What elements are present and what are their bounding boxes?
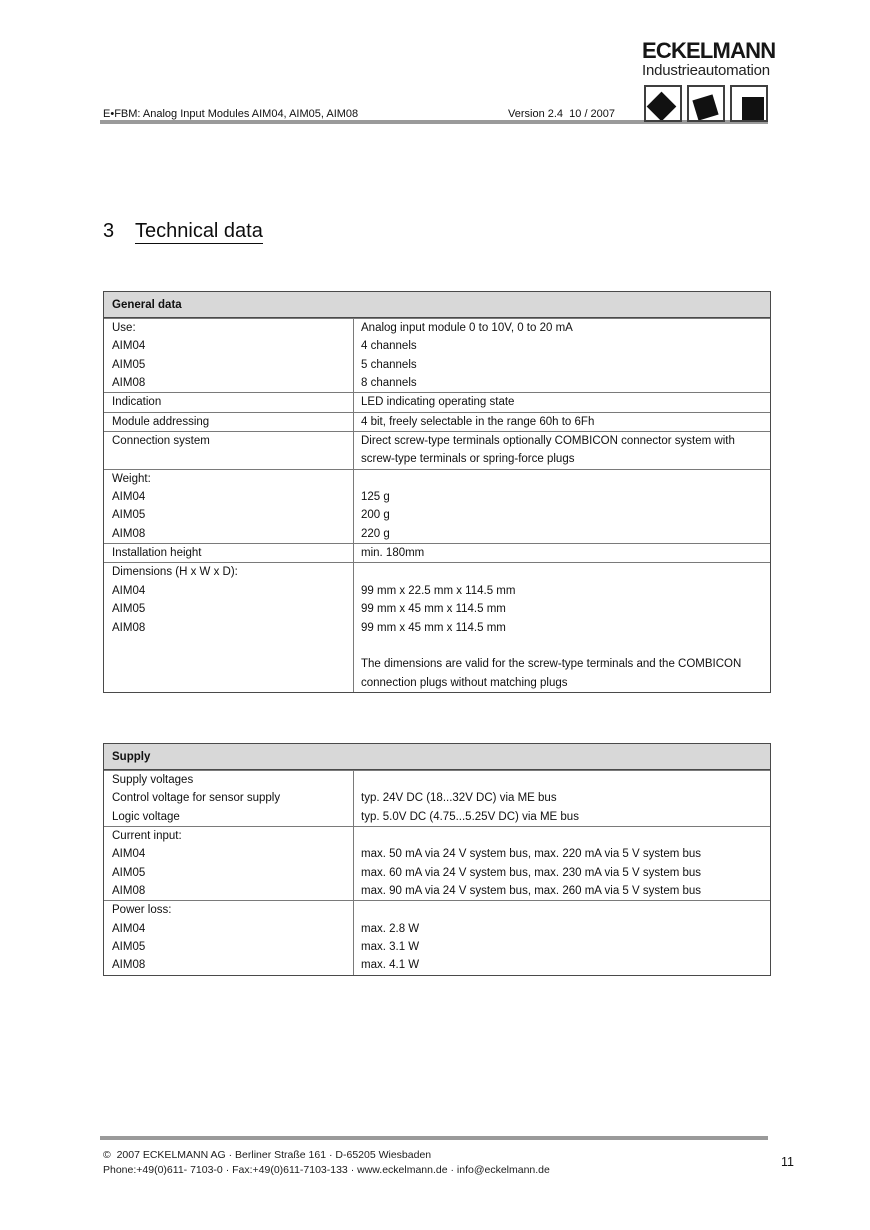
table-row (104, 637, 770, 655)
table-row (104, 432, 770, 450)
row-label: Installation height (112, 547, 202, 560)
row-value: 4 channels (353, 337, 770, 355)
row-value: typ. 5.0V DC (4.75...5.25V DC) via ME bus (353, 808, 770, 826)
row-label: Use: (112, 322, 136, 334)
table-row (104, 901, 770, 919)
table-row-group (104, 318, 770, 392)
table-row (104, 488, 770, 506)
table-row (104, 789, 770, 807)
table-row (104, 450, 770, 468)
footer-contact: Phone:+49(0)611- 7103-0 · Fax:+49(0)611-7103-133 · www.eckelmann.de · info@eckelmann.de (103, 1163, 550, 1176)
row-label: AIM08 (112, 621, 146, 634)
table-row-group (104, 412, 770, 431)
row-label: AIM05 (112, 509, 146, 522)
row-value: 8 channels (353, 374, 770, 392)
row-label: Indication (112, 396, 162, 409)
row-value: max. 4.1 W (353, 956, 770, 974)
logo-square-2-icon (687, 85, 725, 122)
row-value: 4 bit, freely selectable in the range 60h to 6Fh (353, 413, 770, 431)
table-row (104, 827, 770, 845)
table-row (104, 582, 770, 600)
row-value: LED indicating operating state (353, 393, 770, 411)
supply-table (103, 743, 771, 976)
row-label: AIM04 (112, 848, 146, 861)
table-row (104, 506, 770, 524)
table-row (104, 956, 770, 974)
row-label: AIM08 (112, 885, 146, 898)
table-row (104, 600, 770, 618)
row-label: AIM05 (112, 941, 146, 954)
row-value: 200 g (353, 506, 770, 524)
table-row-group (104, 770, 770, 826)
row-label: AIM08 (112, 959, 146, 972)
table-row (104, 619, 770, 637)
row-value: max. 60 mA via 24 V system bus, max. 230 mA via 5 V system bus (353, 864, 770, 882)
row-label: Current input: (112, 830, 182, 843)
table-row-group (104, 900, 770, 974)
row-value: connection plugs without matching plugs (353, 674, 770, 692)
row-value: min. 180mm (353, 544, 770, 562)
table-row (104, 413, 770, 431)
logo-square-1-icon (644, 85, 682, 122)
table-row (104, 356, 770, 374)
table-row (104, 393, 770, 411)
row-label: Power loss: (112, 904, 172, 917)
table-row-group (104, 431, 770, 469)
footer-rule (100, 1136, 768, 1140)
page-number: 11 (781, 1155, 794, 1169)
general-data-table (103, 291, 771, 693)
table-title: Supply (104, 744, 770, 770)
table-row (104, 337, 770, 355)
table-row (104, 808, 770, 826)
row-label: AIM05 (112, 866, 146, 879)
row-value (353, 901, 770, 919)
table-row (104, 771, 770, 789)
table-row-group (104, 826, 770, 900)
table-row (104, 525, 770, 543)
table-row (104, 845, 770, 863)
row-value: 99 mm x 22.5 mm x 114.5 mm (353, 582, 770, 600)
row-label (104, 450, 353, 468)
table-row (104, 374, 770, 392)
row-label: AIM04 (112, 491, 146, 504)
row-label (104, 674, 353, 692)
row-value (353, 827, 770, 845)
row-label: Connection system (112, 435, 210, 448)
row-label: AIM04 (112, 922, 146, 935)
table-row (104, 319, 770, 337)
table-title: General data (104, 292, 770, 318)
row-value: max. 3.1 W (353, 938, 770, 956)
row-value: max. 50 mA via 24 V system bus, max. 220 mA via 5 V system bus (353, 845, 770, 863)
row-label: Module addressing (112, 415, 210, 428)
row-value: 99 mm x 45 mm x 114.5 mm (353, 619, 770, 637)
table-row (104, 470, 770, 488)
row-value: screw-type terminals or spring-force plugs (353, 450, 770, 468)
row-label: Logic voltage (112, 810, 180, 823)
table-row-group (104, 392, 770, 411)
table-row-group (104, 469, 770, 543)
section-heading (103, 220, 263, 243)
logo-subtitle-text: Industrieautomation (642, 62, 770, 79)
logo-square-3-icon (730, 85, 768, 122)
row-value: typ. 24V DC (18...32V DC) via ME bus (353, 789, 770, 807)
row-label: Supply voltages (112, 774, 194, 786)
row-value: max. 2.8 W (353, 920, 770, 938)
section-title-text: Technical data (135, 220, 263, 242)
table-row (104, 544, 770, 562)
row-label: AIM05 (112, 603, 146, 616)
row-value: 220 g (353, 525, 770, 543)
row-label: Control voltage for sensor supply (112, 792, 281, 805)
row-value (353, 637, 770, 655)
company-logo (642, 38, 776, 80)
table-row (104, 882, 770, 900)
table-row (104, 920, 770, 938)
header-version: Version 2.4 10 / 2007 (508, 108, 616, 120)
row-value: Direct screw-type terminals optionally COMBICON connector system with (353, 432, 770, 450)
table-row (104, 938, 770, 956)
table-row-group (104, 562, 770, 691)
logo-brand-text: ECKELMANN (642, 38, 776, 63)
table-row (104, 674, 770, 692)
row-label: AIM05 (112, 358, 146, 371)
row-value: Analog input module 0 to 10V, 0 to 20 mA (353, 319, 770, 337)
row-label: AIM08 (112, 377, 146, 390)
row-value (353, 470, 770, 488)
row-label: AIM04 (112, 340, 146, 353)
table-row (104, 563, 770, 581)
row-label: Weight: (112, 472, 151, 485)
table-row (104, 655, 770, 673)
row-label: Dimensions (H x W x D): (112, 566, 238, 579)
row-value (353, 771, 770, 789)
table-row-group (104, 543, 770, 562)
header-doc-title: E•FBM: Analog Input Modules AIM04, AIM05, AIM08 (103, 108, 359, 120)
row-value: 5 channels (353, 356, 770, 374)
footer-address-block (103, 1148, 550, 1177)
row-label: AIM08 (112, 527, 146, 540)
row-value: The dimensions are valid for the screw-type terminals and the COMBICON (353, 655, 770, 673)
row-value: max. 90 mA via 24 V system bus, max. 260 mA via 5 V system bus (353, 882, 770, 900)
table-row (104, 864, 770, 882)
row-label (104, 637, 353, 655)
logo-squares-icon (644, 85, 768, 122)
row-label: AIM04 (112, 584, 146, 597)
row-label (104, 655, 353, 673)
row-value: 99 mm x 45 mm x 114.5 mm (353, 600, 770, 618)
footer-copyright: © 2007 ECKELMANN AG · Berliner Straße 161 · D-65205 Wiesbaden (103, 1149, 432, 1161)
row-value (353, 563, 770, 581)
section-number: 3 (103, 220, 115, 242)
row-value: 125 g (353, 488, 770, 506)
